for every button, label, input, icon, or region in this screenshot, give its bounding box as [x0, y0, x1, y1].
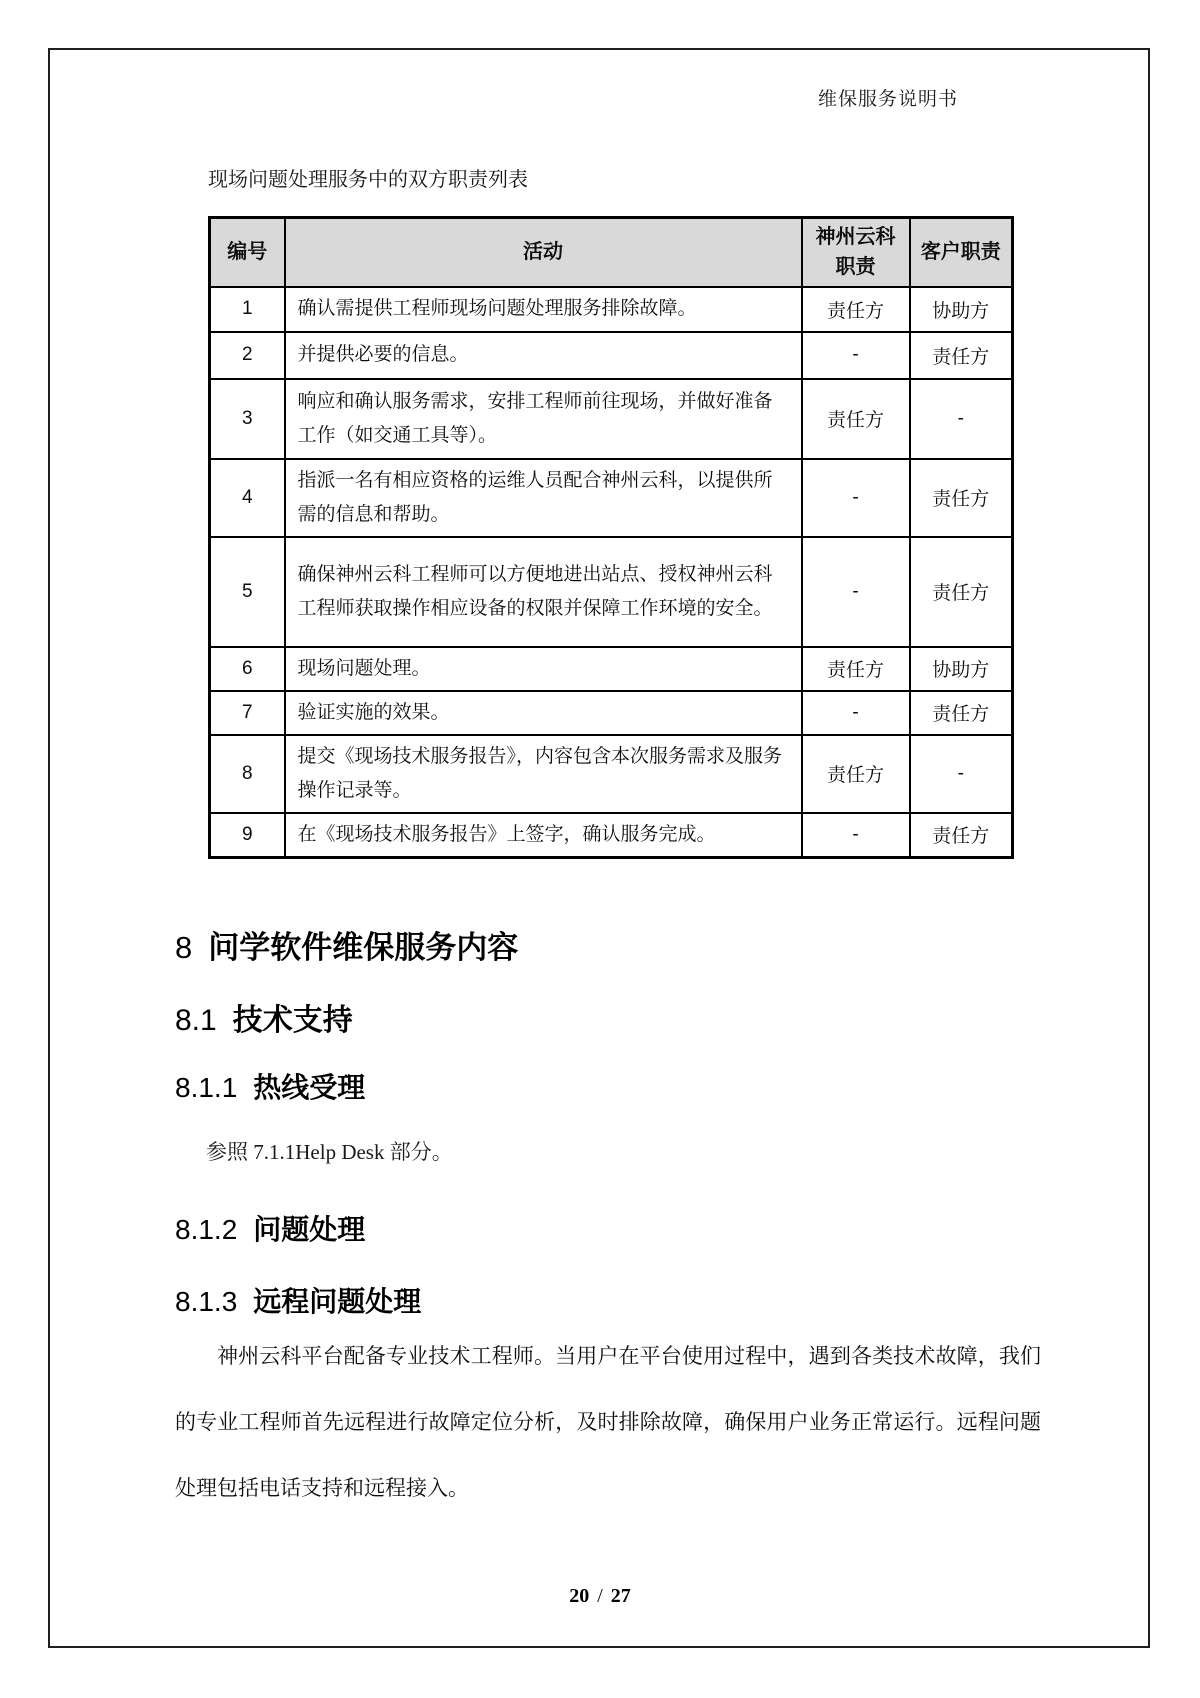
table-row	[210, 537, 1013, 647]
col-header-vendor	[802, 218, 910, 287]
table-header-row	[210, 218, 1013, 287]
cell-customer: -	[910, 735, 1013, 813]
cell-no: 8	[210, 735, 285, 813]
cell-no: 6	[210, 647, 285, 691]
cell-customer: 责任方	[910, 332, 1013, 379]
cell-activity: 确认需提供工程师现场问题处理服务排除故障。	[285, 287, 802, 332]
heading-8-1-1	[175, 1066, 365, 1106]
cell-no: 1	[210, 287, 285, 332]
cell-activity: 在《现场技术服务报告》上签字，确认服务完成。	[285, 813, 802, 858]
heading-8-1-number: 8.1	[175, 1004, 217, 1037]
cell-activity: 验证实施的效果。	[285, 691, 802, 735]
cell-vendor: 责任方	[802, 735, 910, 813]
table-row	[210, 691, 1013, 735]
table-row	[210, 735, 1013, 813]
table-row	[210, 813, 1013, 858]
cell-customer: 责任方	[910, 459, 1013, 537]
cell-customer: 责任方	[910, 813, 1013, 858]
cell-vendor: 责任方	[802, 379, 910, 459]
cell-customer: 协助方	[910, 647, 1013, 691]
cell-no: 5	[210, 537, 285, 647]
cell-no: 2	[210, 332, 285, 379]
page-number-current: 20	[569, 1585, 590, 1607]
heading-8-title: 问学软件维保服务内容	[208, 930, 519, 965]
page-number-separator: /	[597, 1585, 603, 1607]
cell-activity: 并提供必要的信息。	[285, 332, 802, 379]
cell-customer: 责任方	[910, 691, 1013, 735]
heading-8-1-3-title: 远程问题处理	[253, 1286, 422, 1317]
col-header-no: 编号	[210, 218, 285, 287]
heading-8-1-2-title: 问题处理	[253, 1214, 366, 1245]
cell-no: 3	[210, 379, 285, 459]
heading-8-1-2-number: 8.1.2	[175, 1214, 238, 1245]
heading-8-1-3-number: 8.1.3	[175, 1286, 238, 1317]
col-header-vendor-line2: 职责	[835, 256, 876, 279]
cell-vendor: -	[802, 459, 910, 537]
reference-text: 参照 7.1.1Help Desk 部分。	[206, 1140, 453, 1164]
cell-customer: 责任方	[910, 537, 1013, 647]
cell-vendor: 责任方	[802, 647, 910, 691]
cell-vendor: -	[802, 813, 910, 858]
cell-activity: 响应和确认服务需求，安排工程师前往现场，并做好准备工作（如交通工具等）。	[285, 379, 802, 459]
cell-customer: 协助方	[910, 287, 1013, 332]
table-row	[210, 647, 1013, 691]
col-header-activity: 活动	[285, 218, 802, 287]
cell-activity: 提交《现场技术服务报告》，内容包含本次服务需求及服务操作记录等。	[285, 735, 802, 813]
body-paragraph: 神州云科平台配备专业技术工程师。当用户在平台使用过程中，遇到各类技术故障，我们的专业工程师首先远程进行故障定位分析，及时排除故障，确保用户业务正常运行。远程问题处理包括电话支持和远程接入。	[175, 1345, 1041, 1500]
cell-customer: -	[910, 379, 1013, 459]
heading-8-1	[175, 995, 353, 1039]
cell-vendor: 责任方	[802, 287, 910, 332]
document-header-title: 维保服务说明书	[818, 89, 959, 110]
cell-vendor: -	[802, 332, 910, 379]
cell-activity: 确保神州云科工程师可以方便地进出站点、授权神州云科工程师获取操作相应设备的权限并保障工作环境的安全。	[285, 537, 802, 647]
table-row	[210, 332, 1013, 379]
page-footer	[0, 1585, 1200, 1608]
cell-no: 7	[210, 691, 285, 735]
cell-vendor: -	[802, 691, 910, 735]
table-row	[210, 287, 1013, 332]
cell-activity: 指派一名有相应资格的运维人员配合神州云科，以提供所需的信息和帮助。	[285, 459, 802, 537]
cell-vendor: -	[802, 537, 910, 647]
heading-8-1-1-title: 热线受理	[253, 1072, 366, 1103]
responsibility-table	[208, 216, 1014, 859]
col-header-customer: 客户职责	[910, 218, 1013, 287]
table-row	[210, 459, 1013, 537]
heading-8	[175, 922, 518, 967]
heading-8-number: 8	[175, 930, 193, 965]
cell-no: 9	[210, 813, 285, 858]
cell-activity: 现场问题处理。	[285, 647, 802, 691]
col-header-vendor-line1: 神州云科	[815, 226, 896, 249]
table-caption: 现场问题处理服务中的双方职责列表	[208, 169, 528, 191]
heading-8-1-1-number: 8.1.1	[175, 1072, 238, 1103]
heading-8-1-2	[175, 1208, 365, 1248]
heading-8-1-title: 技术支持	[232, 1004, 353, 1037]
cell-no: 4	[210, 459, 285, 537]
table-row	[210, 379, 1013, 459]
page-number-total: 27	[610, 1585, 631, 1607]
heading-8-1-3	[175, 1280, 421, 1320]
